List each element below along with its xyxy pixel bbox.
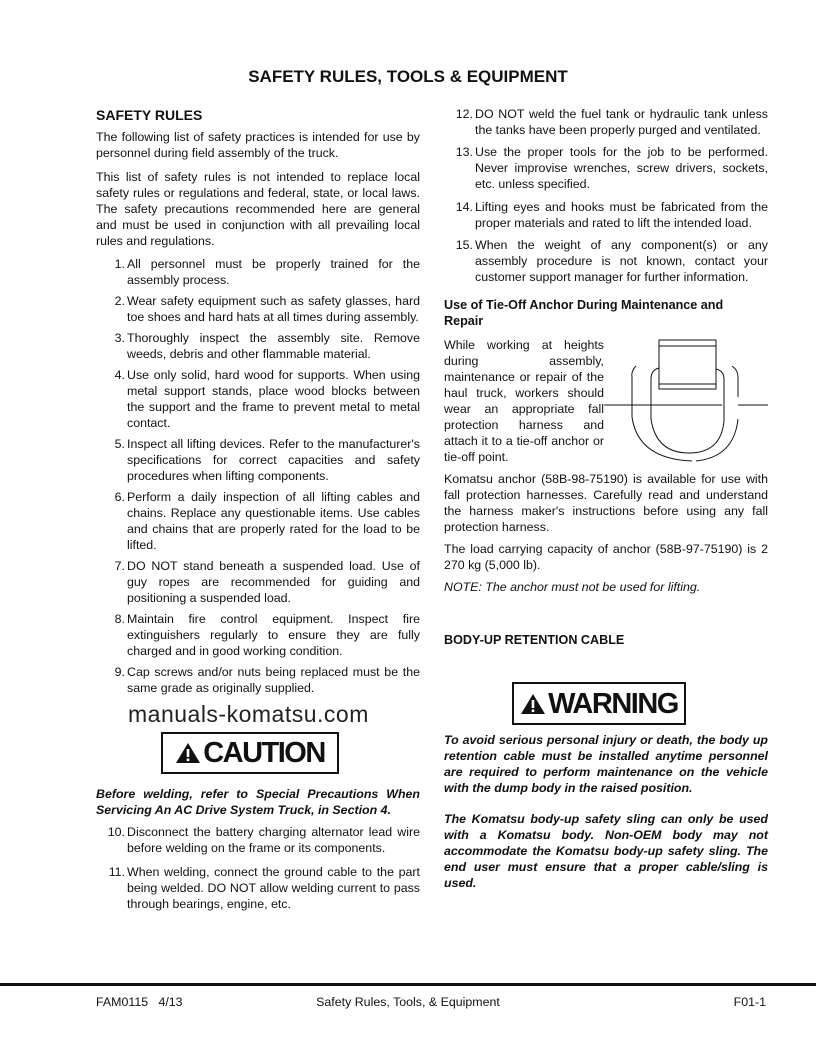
list-item bbox=[96, 824, 420, 856]
item-number: 12. bbox=[455, 107, 473, 121]
anchor-capacity-paragraph: The load carrying capacity of anchor (58B-97-75190) is 2 270 kg (5,000 lb). bbox=[444, 542, 768, 572]
intro-paragraph: This list of safety rules is not intended to replace local safety rules or regulations and federal, state, or local laws. The safety precautions recommended here are general and must be used in conjunction with all prevailing local rules and regulations. bbox=[96, 170, 420, 248]
anchor-availability-paragraph: Komatsu anchor (58B-98-75190) is available for use with fall protection harnesses. Carefully read and understand the harness maker's instructions before using any fall protection harness. bbox=[444, 472, 768, 534]
warning-sign bbox=[512, 682, 686, 725]
caution-text: Before welding, refer to Special Precautions When Servicing An AC Drive System Truck, in Section 4. bbox=[96, 787, 420, 817]
item-text: Maintain fire control equipment. Inspect fire extinguishers regularly to ensure they are fully charged and in good working condition. bbox=[127, 612, 420, 658]
item-text: Inspect all lifting devices. Refer to the manufacturer's specifications for correct capacities and safety procedures when lifting components. bbox=[127, 437, 420, 483]
list-item bbox=[96, 256, 420, 288]
item-text: Disconnect the battery charging alternator lead wire before welding on the frame or its components. bbox=[127, 825, 420, 855]
item-text: Perform a daily inspection of all lifting cables and chains. Replace any questionable items. Use cables and chains that are properly rated for the load to be lifted. bbox=[127, 490, 420, 552]
item-number: 3. bbox=[114, 331, 125, 345]
list-item bbox=[444, 199, 768, 231]
item-text: When the weight of any component(s) or any assembly procedure is not known, contact your customer support manager for further information. bbox=[475, 238, 768, 284]
item-text: Wear safety equipment such as safety glasses, hard toe shoes and hard hats at all times during assembly. bbox=[127, 294, 420, 324]
list-item bbox=[444, 144, 768, 192]
anchor-note: NOTE: The anchor must not be used for lifting. bbox=[444, 580, 701, 594]
item-number: 8. bbox=[114, 612, 125, 626]
item-number: 9. bbox=[114, 665, 125, 679]
item-text: Use only solid, hard wood for supports. When using metal support stands, place wood blocks between the support and the frame to prevent metal to metal contact. bbox=[127, 368, 420, 430]
list-item bbox=[96, 489, 420, 553]
caution-sign bbox=[161, 732, 339, 774]
section-heading-safety-rules: SAFETY RULES bbox=[96, 107, 203, 123]
item-number: 1. bbox=[114, 257, 125, 271]
warning-text: The Komatsu body-up safety sling can only be used with a Komatsu body. Non-OEM body may not accommodate the Komatsu body-up safety sling. The end user must ensure that a proper cable/sling is used. bbox=[444, 812, 768, 890]
footer-rule bbox=[0, 983, 816, 986]
item-text: Cap screws and/or nuts being replaced must be the same grade as originally supplied. bbox=[127, 665, 420, 695]
left-column bbox=[96, 106, 420, 917]
caution-label: CAUTION bbox=[203, 737, 325, 769]
warning-label: WARNING bbox=[548, 687, 678, 720]
item-number: 6. bbox=[114, 490, 125, 504]
list-item bbox=[96, 558, 420, 606]
item-number: 4. bbox=[114, 368, 125, 382]
warning-text: To avoid serious personal injury or death, the body up retention cable must be installed anytime personnel are required to perform maintenance on the vehicle with the dump body in the raised position. bbox=[444, 733, 768, 795]
item-number: 5. bbox=[114, 437, 125, 451]
tie-off-paragraph: While working at heights during assembly, maintenance or repair of the haul truck, workers should wear an appropriate fall protection harness and attach it to a tie-off anchor or tie-off point. bbox=[444, 338, 604, 464]
warning-triangle-icon bbox=[520, 693, 546, 715]
tie-off-row bbox=[444, 337, 768, 465]
warning-triangle-icon bbox=[175, 742, 201, 764]
footer-section-title: Safety Rules, Tools, & Equipment bbox=[316, 995, 500, 1009]
item-number: 2. bbox=[114, 294, 125, 308]
list-item bbox=[96, 611, 420, 659]
list-item bbox=[96, 293, 420, 325]
item-number: 14. bbox=[455, 200, 473, 214]
item-text: When welding, connect the ground cable to the part being welded. DO NOT allow welding current to pass through bearings, engine, etc. bbox=[127, 865, 420, 911]
right-column bbox=[444, 106, 768, 891]
item-text: DO NOT stand beneath a suspended load. Use of guy ropes are recommended for guiding and positioning a suspended load. bbox=[127, 559, 420, 605]
item-number: 11. bbox=[108, 865, 125, 879]
list-item bbox=[96, 367, 420, 431]
page-title: SAFETY RULES, TOOLS & EQUIPMENT bbox=[248, 67, 568, 86]
item-text: All personnel must be properly trained for the assembly process. bbox=[127, 257, 420, 287]
list-item bbox=[96, 664, 420, 696]
body-up-heading: BODY-UP RETENTION CABLE bbox=[444, 633, 625, 647]
item-text: Thoroughly inspect the assembly site. Remove weeds, debris and other flammable material. bbox=[127, 331, 420, 361]
item-number: 7. bbox=[114, 559, 125, 573]
list-item bbox=[444, 106, 768, 138]
item-text: DO NOT weld the fuel tank or hydraulic tank unless the tanks have been properly purged and ventilated. bbox=[475, 107, 768, 137]
list-item bbox=[96, 436, 420, 484]
list-item bbox=[96, 864, 420, 912]
footer-document-code: FAM0115 4/13 bbox=[96, 995, 183, 1009]
item-number: 10. bbox=[107, 825, 125, 839]
item-number: 13. bbox=[455, 145, 473, 159]
list-item bbox=[96, 330, 420, 362]
item-text: Use the proper tools for the job to be performed. Never improvise wrenches, screw drivers, sockets, etc. unless specified. bbox=[475, 145, 768, 191]
item-text: Lifting eyes and hooks must be fabricated from the proper materials and rated to lift the intended load. bbox=[475, 200, 768, 230]
item-number: 15. bbox=[455, 238, 473, 252]
intro-paragraph: The following list of safety practices is intended for use by personnel during field assembly of the truck. bbox=[96, 130, 420, 160]
tie-off-anchor-illustration bbox=[604, 337, 768, 465]
tie-off-heading: Use of Tie-Off Anchor During Maintenance and Repair bbox=[444, 298, 724, 328]
watermark: manuals-komatsu.com bbox=[128, 701, 369, 727]
list-item bbox=[444, 237, 768, 285]
footer-page-number: F01-1 bbox=[733, 995, 766, 1009]
